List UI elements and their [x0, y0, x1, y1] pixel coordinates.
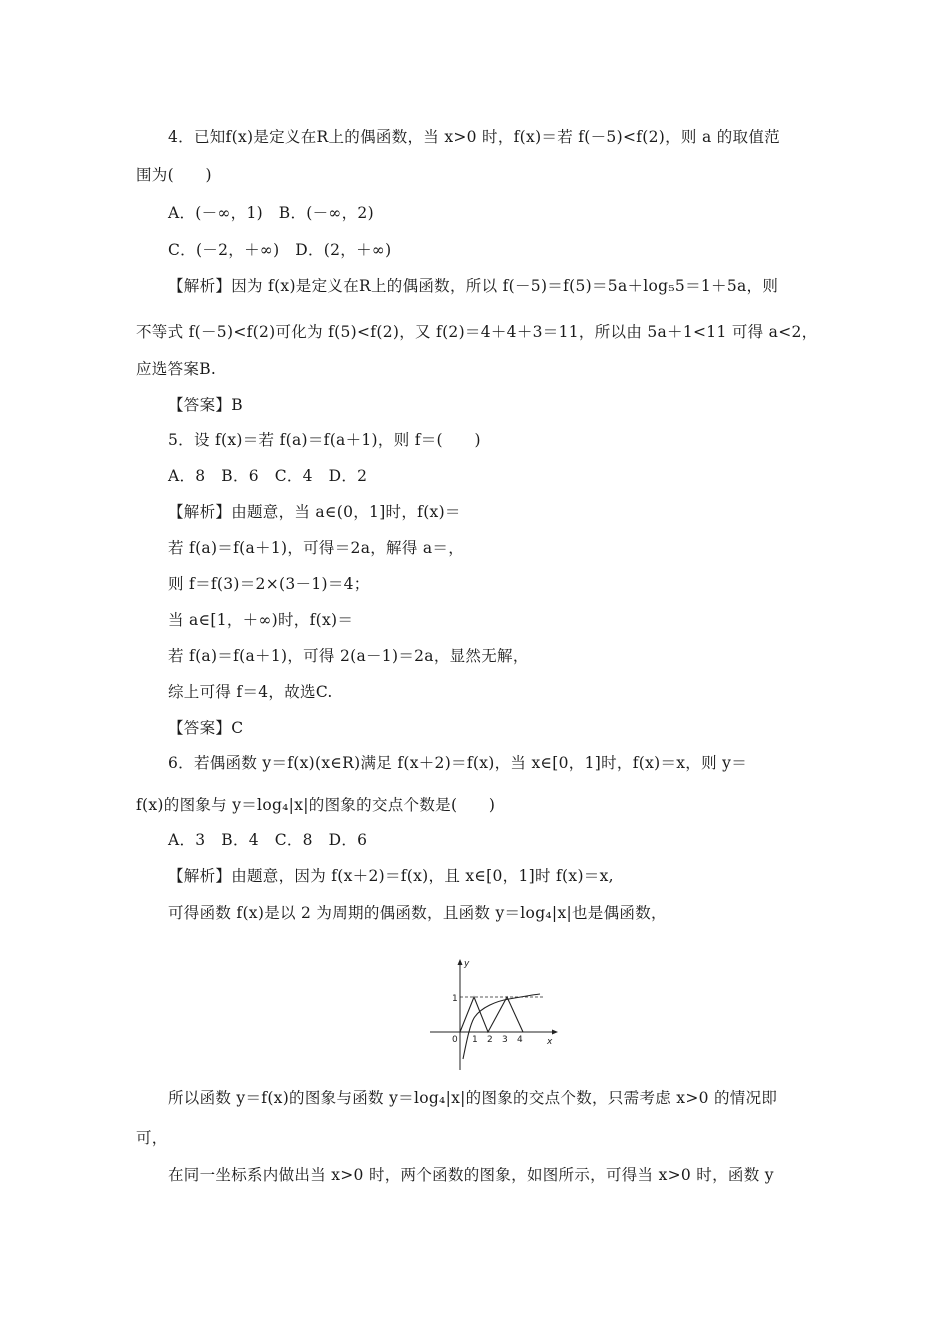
function-graph-figure	[425, 955, 560, 1073]
question-5-options: A．8 B．6 C．4 D．2	[168, 467, 368, 485]
x-tick-label-3: 3	[502, 1035, 508, 1045]
x-axis-label: x	[547, 1037, 553, 1047]
answer-5: 【答案】C	[168, 719, 244, 737]
analysis-5-line-1: 【解析】由题意，当 a∈(0，1]时，f(x)＝	[168, 503, 461, 521]
analysis-4-line-1: 【解析】因为 f(x)是定义在R上的偶函数，所以 f(－5)＝f(5)＝5a＋log₅5＝1＋5a，则	[168, 277, 779, 295]
analysis-6-line-5: 在同一坐标系内做出当 x>0 时，两个函数的图象，如图所示，可得当 x>0 时，函数 y	[168, 1166, 774, 1184]
analysis-6-line-4: 可，	[136, 1129, 168, 1147]
question-5-line-1: 5．设 f(x)＝若 f(a)＝f(a＋1)，则 f＝( )	[168, 431, 481, 449]
x-tick-label-4: 4	[517, 1035, 523, 1045]
y-tick-label-1: 1	[452, 994, 458, 1004]
log-function-curve	[463, 994, 540, 1059]
y-axis-arrow	[458, 959, 463, 965]
question-4-line-2: 围为( )	[136, 166, 212, 184]
analysis-5-line-2: 若 f(a)＝f(a＋1)，可得＝2a，解得 a＝，	[168, 539, 465, 557]
question-4-line-1: 4．已知f(x)是定义在R上的偶函数，当 x>0 时，f(x)＝若 f(－5)<f(2)，则 a 的取值范	[168, 128, 780, 146]
question-6-line-1: 6．若偶函数 y＝f(x)(x∈R)满足 f(x＋2)＝f(x)，当 x∈[0，1]时，f(x)＝x，则 y＝	[168, 754, 747, 772]
question-6-options: A．3 B．4 C．8 D．6	[168, 831, 368, 849]
analysis-5-line-5: 若 f(a)＝f(a＋1)，可得 2(a－1)＝2a，显然无解，	[168, 647, 529, 665]
x-tick-label-1: 1	[472, 1035, 478, 1045]
question-4-options-cd: C．(－2，＋∞) D．(2，＋∞)	[168, 241, 392, 259]
analysis-5-line-4: 当 a∈[1，＋∞)时，f(x)＝	[168, 611, 354, 629]
analysis-6-line-2: 可得函数 f(x)是以 2 为周期的偶函数，且函数 y＝log₄|x|也是偶函数，	[168, 904, 667, 922]
analysis-6-line-1: 【解析】由题意，因为 f(x＋2)＝f(x)，且 x∈[0，1]时 f(x)＝x,	[168, 867, 614, 885]
answer-4: 【答案】B	[168, 396, 243, 414]
question-6-line-2: f(x)的图象与 y＝log₄|x|的图象的交点个数是( )	[136, 796, 496, 814]
analysis-4-line-2: 不等式 f(－5)<f(2)可化为 f(5)<f(2)，又 f(2)＝4＋4＋3＝11，所以由 5a＋1<11 可得 a<2，	[136, 323, 818, 341]
periodic-function-curve	[460, 997, 523, 1032]
analysis-4-line-3: 应选答案B.	[136, 360, 217, 378]
origin-label: 0	[452, 1035, 458, 1045]
x-axis-arrow	[552, 1030, 558, 1035]
analysis-5-line-6: 综上可得 f＝4，故选C.	[168, 683, 333, 701]
analysis-5-line-3: 则 f＝f(3)＝2×(3－1)＝4；	[168, 575, 370, 593]
question-4-options-ab: A．(－∞，1) B．(－∞，2)	[168, 204, 374, 222]
y-axis-label: y	[464, 959, 470, 969]
analysis-6-line-3: 所以函数 y＝f(x)的图象与函数 y＝log₄|x|的图象的交点个数，只需考虑 x>0 的情况即	[168, 1089, 778, 1107]
x-tick-label-2: 2	[487, 1035, 493, 1045]
